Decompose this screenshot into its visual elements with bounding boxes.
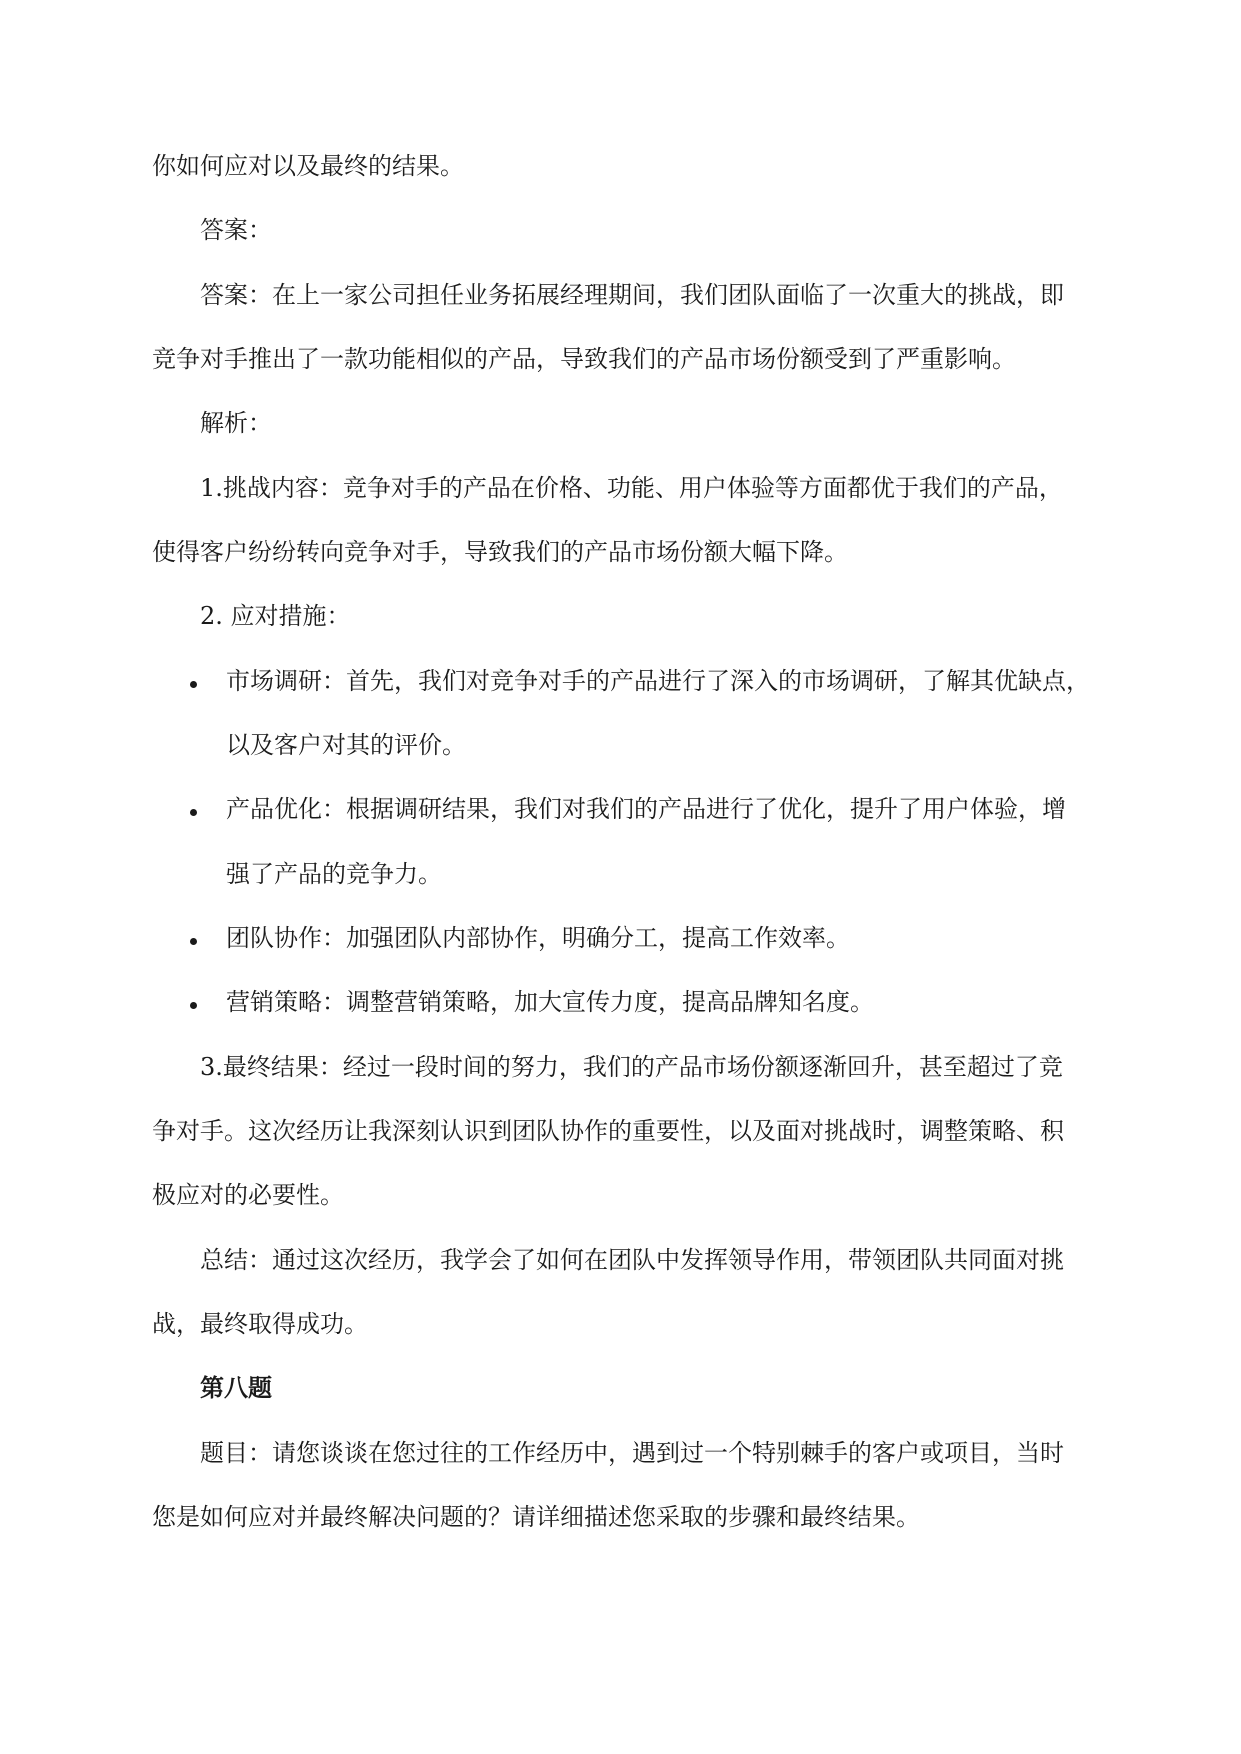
section-heading: 第八题 [200, 1373, 272, 1402]
point1-line1: 1.挑战内容：竞争对手的产品在价格、功能、用户体验等方面都优于我们的产品， [200, 474, 1063, 502]
bullet-dot-2 [190, 809, 197, 816]
question-line1: 题目：请您谈谈在您过往的工作经历中，遇到过一个特别棘手的客户或项目，当时 [200, 1439, 1064, 1467]
answer-label: 答案： [200, 216, 272, 244]
point3-line2: 争对手。这次经历让我深刻认识到团队协作的重要性，以及面对挑战时，调整策略、积 [152, 1117, 1064, 1145]
intro-continuation: 你如何应对以及最终的结果。 [152, 152, 464, 180]
bullet-4-line1: 营销策略：调整营销策略，加大宣传力度，提高品牌知名度。 [226, 988, 874, 1016]
answer-text-line2: 竞争对手推出了一款功能相似的产品，导致我们的产品市场份额受到了严重影响。 [152, 345, 1016, 373]
bullet-1-line2: 以及客户对其的评价。 [226, 731, 466, 759]
point1-line2: 使得客户纷纷转向竞争对手，导致我们的产品市场份额大幅下降。 [152, 538, 848, 566]
point3-line3: 极应对的必要性。 [152, 1181, 344, 1209]
point2-heading: 2. 应对措施： [200, 602, 351, 630]
bullet-2-line1: 产品优化：根据调研结果，我们对我们的产品进行了优化，提升了用户体验，增 [226, 795, 1066, 823]
bullet-dot-4 [190, 1002, 197, 1009]
question-line2: 您是如何应对并最终解决问题的？请详细描述您采取的步骤和最终结果。 [152, 1503, 920, 1531]
bullet-3-line1: 团队协作：加强团队内部协作，明确分工，提高工作效率。 [226, 924, 850, 952]
bullet-2-line2: 强了产品的竞争力。 [226, 860, 442, 888]
analysis-label: 解析： [200, 409, 272, 437]
point3-line1: 3.最终结果：经过一段时间的努力，我们的产品市场份额逐渐回升，甚至超过了竞 [200, 1053, 1063, 1081]
summary-line2: 战，最终取得成功。 [152, 1310, 368, 1338]
summary-line1: 总结：通过这次经历，我学会了如何在团队中发挥领导作用，带领团队共同面对挑 [200, 1246, 1064, 1274]
answer-text-line1: 答案：在上一家公司担任业务拓展经理期间，我们团队面临了一次重大的挑战，即 [200, 281, 1064, 309]
bullet-dot-1 [190, 681, 197, 688]
bullet-1-line1: 市场调研：首先，我们对竞争对手的产品进行了深入的市场调研，了解其优缺点， [226, 667, 1090, 695]
bullet-dot-3 [190, 938, 197, 945]
